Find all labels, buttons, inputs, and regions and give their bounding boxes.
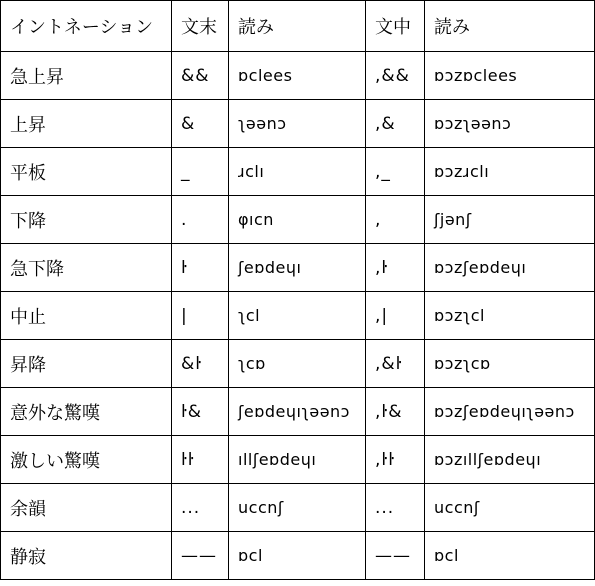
mid-mark-cell: ,&& bbox=[366, 52, 425, 100]
intonation-cell: 静寂 bbox=[1, 532, 172, 580]
mid-mark-cell: ,ŀ& bbox=[366, 388, 425, 436]
intonation-cell: 上昇 bbox=[1, 100, 172, 148]
header-mid-reading: 読み bbox=[425, 1, 595, 52]
intonation-cell: 余韻 bbox=[1, 484, 172, 532]
mid-reading-cell: ɒɔzʃeɒdeɥı bbox=[425, 244, 595, 292]
end-mark-cell: —— bbox=[172, 532, 229, 580]
end-reading-cell: ɹclı bbox=[229, 148, 366, 196]
table-row bbox=[1, 484, 595, 532]
table-row bbox=[1, 532, 595, 580]
intonation-cell: 急上昇 bbox=[1, 52, 172, 100]
intonation-cell: 急下降 bbox=[1, 244, 172, 292]
mid-reading-cell: ɒɔzʃeɒdeɥıʅəənɔ bbox=[425, 388, 595, 436]
table-row bbox=[1, 340, 595, 388]
intonation-cell: 激しい驚嘆 bbox=[1, 436, 172, 484]
mid-mark-cell: ,ŀ bbox=[366, 244, 425, 292]
table-row bbox=[1, 388, 595, 436]
mid-reading-cell: ɒɔzʅcl bbox=[425, 292, 595, 340]
intonation-cell: 下降 bbox=[1, 196, 172, 244]
end-reading-cell: ʃeɒdeɥıʅəənɔ bbox=[229, 388, 366, 436]
end-reading-cell: ɒcl bbox=[229, 532, 366, 580]
end-mark-cell: ... bbox=[172, 484, 229, 532]
table-row bbox=[1, 52, 595, 100]
table-row bbox=[1, 196, 595, 244]
end-reading-cell: ʅcl bbox=[229, 292, 366, 340]
end-reading-cell: ʃeɒdeɥı bbox=[229, 244, 366, 292]
mid-mark-cell: ,_ bbox=[366, 148, 425, 196]
mid-mark-cell: ,| bbox=[366, 292, 425, 340]
mid-mark-cell: ,&ŀ bbox=[366, 340, 425, 388]
header-mid-mark: 文中 bbox=[366, 1, 425, 52]
end-mark-cell: ŀ bbox=[172, 244, 229, 292]
end-mark-cell: ŀ& bbox=[172, 388, 229, 436]
end-reading-cell: ʅcɒ bbox=[229, 340, 366, 388]
intonation-cell: 昇降 bbox=[1, 340, 172, 388]
intonation-cell: 意外な驚嘆 bbox=[1, 388, 172, 436]
end-reading-cell: uccnʃ bbox=[229, 484, 366, 532]
end-reading-cell: ʅəənɔ bbox=[229, 100, 366, 148]
mid-reading-cell: ɒɔzɹclı bbox=[425, 148, 595, 196]
end-mark-cell: & bbox=[172, 100, 229, 148]
end-reading-cell: ıllʃeɒdeɥı bbox=[229, 436, 366, 484]
mid-mark-cell: ,& bbox=[366, 100, 425, 148]
header-row bbox=[1, 1, 595, 52]
intonation-cell: 中止 bbox=[1, 292, 172, 340]
intonation-cell: 平板 bbox=[1, 148, 172, 196]
mid-mark-cell: —— bbox=[366, 532, 425, 580]
table-row bbox=[1, 148, 595, 196]
table-row bbox=[1, 100, 595, 148]
end-mark-cell: . bbox=[172, 196, 229, 244]
end-reading-cell: ɒclees bbox=[229, 52, 366, 100]
mid-reading-cell: uccnʃ bbox=[425, 484, 595, 532]
mid-reading-cell: ɒcl bbox=[425, 532, 595, 580]
end-reading-cell: φıcn bbox=[229, 196, 366, 244]
end-mark-cell: && bbox=[172, 52, 229, 100]
header-end-mark: 文末 bbox=[172, 1, 229, 52]
mid-mark-cell: ,ŀŀ bbox=[366, 436, 425, 484]
header-end-reading: 読み bbox=[229, 1, 366, 52]
table-row bbox=[1, 292, 595, 340]
table-row bbox=[1, 244, 595, 292]
header-intonation: イントネーション bbox=[1, 1, 172, 52]
mid-mark-cell: , bbox=[366, 196, 425, 244]
end-mark-cell: _ bbox=[172, 148, 229, 196]
mid-mark-cell: ... bbox=[366, 484, 425, 532]
mid-reading-cell: ɒɔzıllʃeɒdeɥı bbox=[425, 436, 595, 484]
end-mark-cell: | bbox=[172, 292, 229, 340]
mid-reading-cell: ʃjənʃ bbox=[425, 196, 595, 244]
mid-reading-cell: ɒɔzʅəənɔ bbox=[425, 100, 595, 148]
end-mark-cell: &ŀ bbox=[172, 340, 229, 388]
table-row bbox=[1, 436, 595, 484]
mid-reading-cell: ɒɔzʅcɒ bbox=[425, 340, 595, 388]
mid-reading-cell: ɒɔzɒclees bbox=[425, 52, 595, 100]
end-mark-cell: ŀŀ bbox=[172, 436, 229, 484]
